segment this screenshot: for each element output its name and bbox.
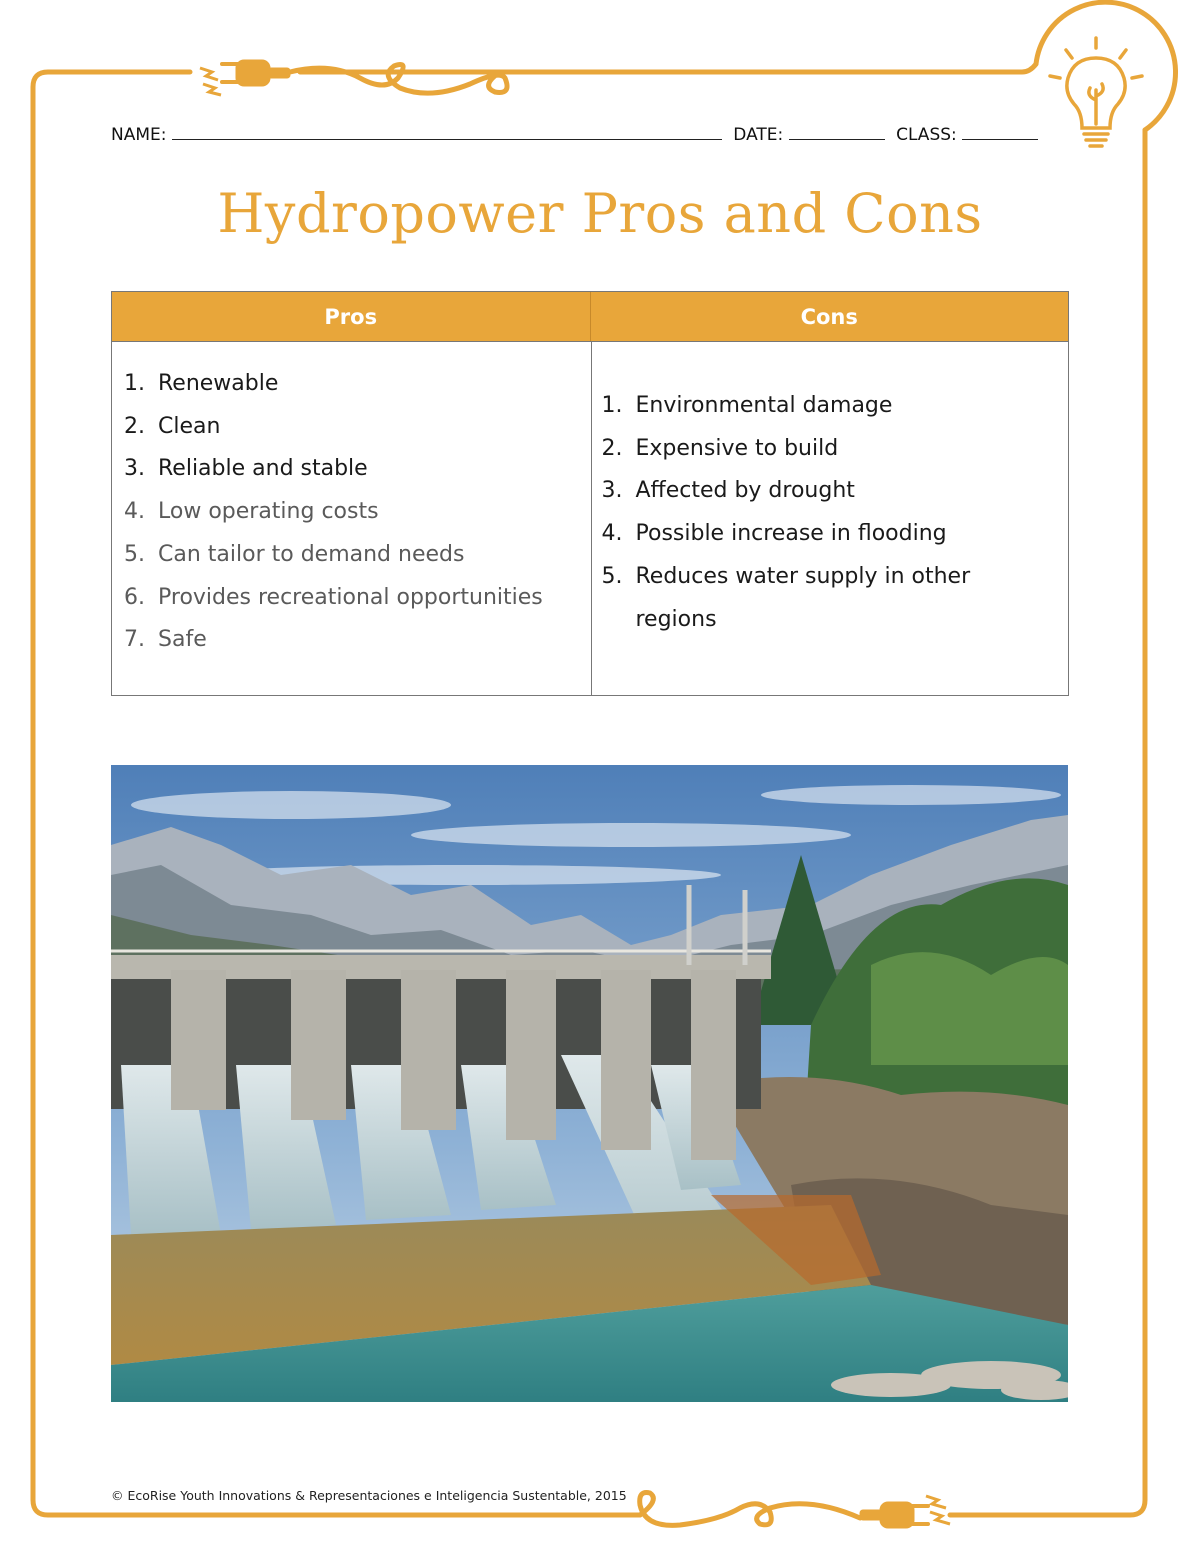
- table-header-row: [112, 292, 1068, 342]
- item-text: Expensive to build: [635, 435, 839, 461]
- list-item: [124, 448, 591, 491]
- item-number: 6.: [124, 584, 145, 610]
- date-field[interactable]: [789, 123, 885, 140]
- item-text: Possible increase in flooding: [635, 521, 947, 547]
- item-text: Reliable and stable: [158, 456, 368, 482]
- item-number: 5.: [601, 563, 623, 589]
- name-label: NAME:: [111, 125, 167, 145]
- item-number: 1.: [124, 371, 145, 396]
- list-item: [124, 534, 591, 577]
- item-number: 3.: [124, 456, 145, 482]
- item-text: Provides recreational opportunities: [158, 584, 543, 610]
- plug-icon: [200, 60, 290, 95]
- list-item: [602, 556, 1069, 599]
- page-title: Hydropower Pros and Cons: [217, 182, 983, 245]
- cons-header: Cons: [590, 292, 1069, 341]
- cons-list: [602, 385, 1069, 641]
- item-number: 2.: [601, 435, 623, 461]
- item-text: Clean: [158, 413, 221, 439]
- item-text: regions: [635, 606, 717, 632]
- class-label: CLASS:: [896, 125, 957, 145]
- list-item: [602, 428, 1069, 471]
- cons-column: [591, 342, 1069, 696]
- date-label: DATE:: [733, 125, 784, 145]
- item-text: Low operating costs: [158, 499, 379, 525]
- copyright-footer: © EcoRise Youth Innovations & Representaciones e Inteligencia Sustentable, 2015: [111, 1488, 627, 1503]
- list-item: [124, 577, 591, 620]
- pros-cons-table: [111, 291, 1069, 696]
- item-text: Safe: [158, 627, 207, 653]
- lightbulb-icon: [1050, 38, 1142, 146]
- list-item: [124, 491, 591, 534]
- item-number: 2.: [124, 413, 145, 439]
- item-text: Can tailor to demand needs: [158, 541, 465, 567]
- header-fields: [111, 123, 1038, 145]
- hydroelectric-dam-photo: [111, 765, 1068, 1402]
- list-item: [602, 385, 1069, 428]
- item-number: 4.: [124, 499, 145, 525]
- item-number: 4.: [601, 521, 623, 547]
- list-item: [124, 619, 591, 662]
- item-text: Environmental damage: [635, 393, 893, 418]
- plug-icon: [860, 1496, 950, 1528]
- item-number: 5.: [124, 541, 145, 567]
- list-item: [602, 599, 1069, 642]
- item-number: 1.: [601, 393, 623, 418]
- item-text: Affected by drought: [635, 478, 855, 504]
- name-field[interactable]: [172, 123, 722, 140]
- list-item: [124, 406, 591, 449]
- pros-header: Pros: [324, 304, 378, 329]
- list-item: [124, 363, 591, 406]
- item-number: [602, 599, 636, 642]
- pros-column: [112, 342, 591, 696]
- item-text: Renewable: [158, 371, 279, 396]
- pros-list: [124, 363, 591, 662]
- class-field[interactable]: [962, 123, 1038, 140]
- table-body-row: [112, 342, 1068, 696]
- list-item: [602, 513, 1069, 556]
- list-item: [602, 470, 1069, 513]
- item-number: 3.: [601, 478, 623, 504]
- item-number: 7.: [124, 627, 145, 653]
- item-text: Reduces water supply in other: [635, 563, 971, 589]
